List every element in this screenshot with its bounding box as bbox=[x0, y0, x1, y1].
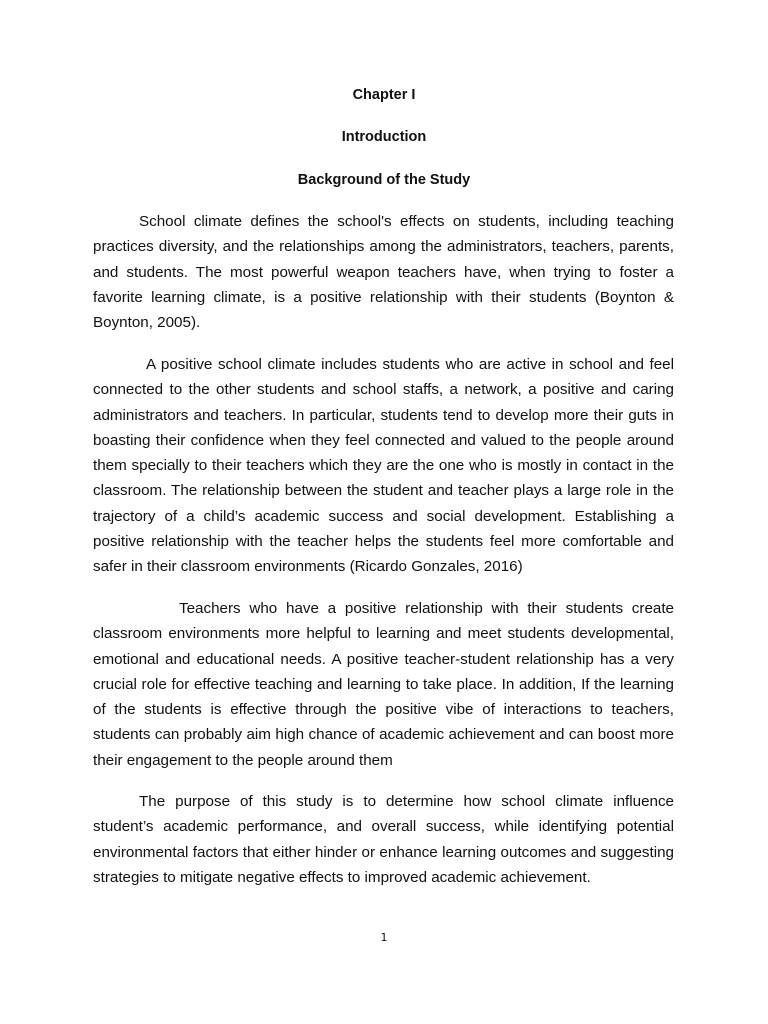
page-number: 1 bbox=[380, 931, 388, 944]
section-heading: Introduction bbox=[341, 129, 427, 145]
body-paragraph: Teachers who have a positive relationship with their students create classroom environments more helpful to learning and meet students developmental, emotional and educational needs. A positive teacher-student relationship has a very crucial role for effective teaching and learning to take place. In addition, If the learning of the students is effective through the positive vibe of interactions to teachers, students can probably aim high chance of academic achievement and can boost more their engagement to the people around them bbox=[93, 600, 674, 769]
chapter-heading: Chapter I bbox=[352, 87, 416, 103]
body-paragraph: School climate defines the school's effects on students, including teaching practices diversity, and the relationships among the administrators, teachers, parents, and students. The most powerful weapon teachers have, when trying to foster a favorite learning climate, is a positive relationship with their students (Boynton & Boynton, 2005). bbox=[93, 213, 674, 332]
body-paragraph: The purpose of this study is to determine how school climate influence student’s academic performance, and overall success, while identifying potential environmental factors that either hinder or enhance learning outcomes and suggesting strategies to mitigate negative effects to improved academic achievement. bbox=[93, 793, 674, 886]
body-paragraph: A positive school climate includes students who are active in school and feel connected to the other students and school staffs, a network, a positive and caring administrators and teachers. In particular, students tend to develop more their guts in boasting their confidence when they feel connected and valued to the people around them specially to their teachers which they are the one who is mostly in contact in the classroom. The relationship between the student and teacher plays a large role in the trajectory of a child’s academic success and social development. Establishing a positive relationship with the teacher helps the students feel more comfortable and safer in their classroom environments (Ricardo Gonzales, 2016) bbox=[93, 356, 674, 576]
subsection-heading: Background of the Study bbox=[297, 172, 471, 188]
